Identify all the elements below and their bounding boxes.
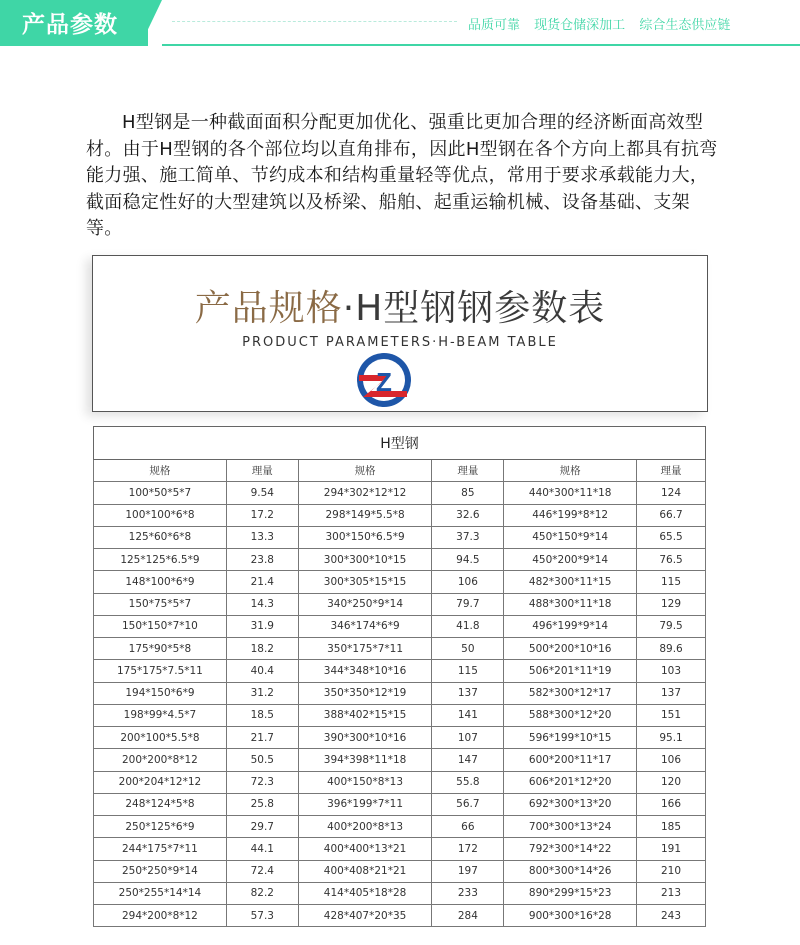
- weight-cell: 72.3: [226, 771, 298, 793]
- slogan-warehouse: 现货仓储深加工: [534, 18, 626, 33]
- spec-cell: 250*250*9*14: [94, 860, 227, 882]
- spec-cell: 294*200*8*12: [94, 905, 227, 927]
- spec-cell: 596*199*10*15: [504, 727, 637, 749]
- weight-cell: 32.6: [432, 504, 504, 526]
- weight-cell: 50: [432, 638, 504, 660]
- table-title: H型钢: [94, 427, 706, 460]
- spec-cell: 200*100*5.5*8: [94, 727, 227, 749]
- banner-title: [93, 280, 707, 331]
- section-tag-label: 产品参数: [22, 12, 118, 38]
- weight-cell: 107: [432, 727, 504, 749]
- weight-cell: 79.5: [637, 615, 706, 637]
- weight-cell: 191: [637, 838, 706, 860]
- spec-cell: 582*300*12*17: [504, 682, 637, 704]
- weight-cell: 56.7: [432, 793, 504, 815]
- weight-cell: 129: [637, 593, 706, 615]
- spec-cell: 150*150*7*10: [94, 615, 227, 637]
- weight-cell: 185: [637, 816, 706, 838]
- spec-cell: 692*300*13*20: [504, 793, 637, 815]
- header-weight-2: 理量: [432, 460, 504, 482]
- weight-cell: 120: [637, 771, 706, 793]
- header-spec-1: 规格: [94, 460, 227, 482]
- spec-cell: 496*199*9*14: [504, 615, 637, 637]
- weight-cell: 50.5: [226, 749, 298, 771]
- hbeam-spec-table: [93, 426, 706, 927]
- header-spec-3: 规格: [504, 460, 637, 482]
- spec-cell: 150*75*5*7: [94, 593, 227, 615]
- weight-cell: 147: [432, 749, 504, 771]
- weight-cell: 141: [432, 704, 504, 726]
- weight-cell: 94.5: [432, 549, 504, 571]
- slogan-supply-chain: 综合生态供应链: [639, 18, 731, 33]
- weight-cell: 66: [432, 816, 504, 838]
- spec-cell: 350*350*12*19: [298, 682, 432, 704]
- table-row: [94, 816, 706, 838]
- weight-cell: 197: [432, 860, 504, 882]
- table-row: [94, 860, 706, 882]
- table-row: [94, 704, 706, 726]
- spec-cell: 298*149*5.5*8: [298, 504, 432, 526]
- spec-cell: 346*174*6*9: [298, 615, 432, 637]
- header-weight-3: 理量: [637, 460, 706, 482]
- weight-cell: 151: [637, 704, 706, 726]
- spec-cell: 890*299*15*23: [504, 882, 637, 904]
- spec-cell: 450*200*9*14: [504, 549, 637, 571]
- banner-title-part2: ·H型钢钢参数表: [342, 288, 606, 329]
- spec-cell: 200*200*8*12: [94, 749, 227, 771]
- weight-cell: 21.7: [226, 727, 298, 749]
- table-row: [94, 526, 706, 548]
- spec-cell: 300*305*15*15: [298, 571, 432, 593]
- spec-cell: 248*124*5*8: [94, 793, 227, 815]
- spec-cell: 100*50*5*7: [94, 482, 227, 504]
- weight-cell: 44.1: [226, 838, 298, 860]
- spec-cell: 414*405*18*28: [298, 882, 432, 904]
- table-row: [94, 593, 706, 615]
- header-spec-2: 规格: [298, 460, 432, 482]
- spec-cell: 250*255*14*14: [94, 882, 227, 904]
- weight-cell: 284: [432, 905, 504, 927]
- table-row: [94, 749, 706, 771]
- weight-cell: 106: [432, 571, 504, 593]
- weight-cell: 115: [637, 571, 706, 593]
- table-row: [94, 905, 706, 927]
- weight-cell: 115: [432, 660, 504, 682]
- weight-cell: 233: [432, 882, 504, 904]
- spec-cell: 900*300*16*28: [504, 905, 637, 927]
- weight-cell: 18.2: [226, 638, 298, 660]
- spec-cell: 388*402*15*15: [298, 704, 432, 726]
- weight-cell: 55.8: [432, 771, 504, 793]
- weight-cell: 137: [432, 682, 504, 704]
- spec-cell: 200*204*12*12: [94, 771, 227, 793]
- spec-cell: 350*175*7*11: [298, 638, 432, 660]
- banner-subtitle: PRODUCT PARAMETERS·H-BEAM TABLE: [242, 335, 558, 350]
- table-row: [94, 549, 706, 571]
- spec-cell: 300*150*6.5*9: [298, 526, 432, 548]
- spec-cell: 506*201*11*19: [504, 660, 637, 682]
- intro-paragraph: H型钢是一种截面面积分配更加优化、强重比更加合理的经济断面高效型材。由于H型钢的各个部位均以直角排布，因此H型钢在各个方向上都具有抗弯能力强、施工简单、节约成本和结构重量轻等优点，常用于要求承载能力大，截面稳定性好的大型建筑以及桥梁、船舶、起重运输机械、设备基础、支架等。: [86, 112, 718, 239]
- spec-cell: 250*125*6*9: [94, 816, 227, 838]
- spec-banner: [92, 255, 708, 412]
- spec-cell: 148*100*6*9: [94, 571, 227, 593]
- banner-title-part1: 产品规格: [194, 288, 343, 329]
- weight-cell: 213: [637, 882, 706, 904]
- spec-cell: 198*99*4.5*7: [94, 704, 227, 726]
- spec-cell: 175*175*7.5*11: [94, 660, 227, 682]
- spec-cell: 500*200*10*16: [504, 638, 637, 660]
- spec-cell: 294*302*12*12: [298, 482, 432, 504]
- table-row: [94, 615, 706, 637]
- table-row: [94, 660, 706, 682]
- slogan-quality: 品质可靠: [468, 18, 521, 33]
- table-row: [94, 882, 706, 904]
- header-weight-1: 理量: [226, 460, 298, 482]
- weight-cell: 21.4: [226, 571, 298, 593]
- spec-cell: 344*348*10*16: [298, 660, 432, 682]
- weight-cell: 40.4: [226, 660, 298, 682]
- spec-cell: 428*407*20*35: [298, 905, 432, 927]
- weight-cell: 243: [637, 905, 706, 927]
- weight-cell: 124: [637, 482, 706, 504]
- logo-letter: Z: [376, 367, 392, 397]
- weight-cell: 85: [432, 482, 504, 504]
- spec-cell: 488*300*11*18: [504, 593, 637, 615]
- table-row: [94, 638, 706, 660]
- table-row: [94, 682, 706, 704]
- table-body: [94, 482, 706, 927]
- weight-cell: 25.8: [226, 793, 298, 815]
- weight-cell: 103: [637, 660, 706, 682]
- table-row: [94, 482, 706, 504]
- spec-cell: 194*150*6*9: [94, 682, 227, 704]
- weight-cell: 23.8: [226, 549, 298, 571]
- table-header-row: [94, 460, 706, 482]
- spec-cell: 606*201*12*20: [504, 771, 637, 793]
- table-row: [94, 504, 706, 526]
- spec-cell: 482*300*11*15: [504, 571, 637, 593]
- spec-cell: 100*100*6*8: [94, 504, 227, 526]
- spec-cell: 340*250*9*14: [298, 593, 432, 615]
- section-header: [0, 0, 800, 46]
- weight-cell: 31.2: [226, 682, 298, 704]
- spec-cell: 792*300*14*22: [504, 838, 637, 860]
- weight-cell: 65.5: [637, 526, 706, 548]
- weight-cell: 72.4: [226, 860, 298, 882]
- hbeam-table-wrap: [93, 426, 706, 927]
- weight-cell: 31.9: [226, 615, 298, 637]
- spec-cell: 390*300*10*16: [298, 727, 432, 749]
- spec-cell: 440*300*11*18: [504, 482, 637, 504]
- weight-cell: 95.1: [637, 727, 706, 749]
- weight-cell: 13.3: [226, 526, 298, 548]
- spec-cell: 125*60*6*8: [94, 526, 227, 548]
- weight-cell: 82.2: [226, 882, 298, 904]
- table-row: [94, 727, 706, 749]
- spec-cell: 125*125*6.5*9: [94, 549, 227, 571]
- weight-cell: 172: [432, 838, 504, 860]
- section-tag-slant: [140, 0, 162, 46]
- weight-cell: 89.6: [637, 638, 706, 660]
- spec-cell: 394*398*11*18: [298, 749, 432, 771]
- table-row: [94, 793, 706, 815]
- spec-cell: 300*300*10*15: [298, 549, 432, 571]
- table-row: [94, 771, 706, 793]
- header-underline: [162, 44, 800, 46]
- spec-cell: 450*150*9*14: [504, 526, 637, 548]
- spec-cell: 400*408*21*21: [298, 860, 432, 882]
- table-row: [94, 838, 706, 860]
- weight-cell: 106: [637, 749, 706, 771]
- header-slogans: [468, 14, 740, 33]
- weight-cell: 137: [637, 682, 706, 704]
- spec-cell: 244*175*7*11: [94, 838, 227, 860]
- weight-cell: 166: [637, 793, 706, 815]
- spec-cell: 396*199*7*11: [298, 793, 432, 815]
- spec-cell: 175*90*5*8: [94, 638, 227, 660]
- header-dashed-line: [172, 21, 457, 22]
- weight-cell: 29.7: [226, 816, 298, 838]
- weight-cell: 57.3: [226, 905, 298, 927]
- weight-cell: 76.5: [637, 549, 706, 571]
- weight-cell: 14.3: [226, 593, 298, 615]
- spec-cell: 600*200*11*17: [504, 749, 637, 771]
- spec-cell: 800*300*14*26: [504, 860, 637, 882]
- weight-cell: 37.3: [432, 526, 504, 548]
- weight-cell: 210: [637, 860, 706, 882]
- spec-cell: 400*400*13*21: [298, 838, 432, 860]
- company-logo-icon: [355, 351, 413, 409]
- spec-cell: 700*300*13*24: [504, 816, 637, 838]
- weight-cell: 66.7: [637, 504, 706, 526]
- table-row: [94, 571, 706, 593]
- spec-cell: 400*200*8*13: [298, 816, 432, 838]
- weight-cell: 18.5: [226, 704, 298, 726]
- weight-cell: 79.7: [432, 593, 504, 615]
- weight-cell: 9.54: [226, 482, 298, 504]
- weight-cell: 41.8: [432, 615, 504, 637]
- weight-cell: 17.2: [226, 504, 298, 526]
- spec-cell: 446*199*8*12: [504, 504, 637, 526]
- spec-cell: 400*150*8*13: [298, 771, 432, 793]
- spec-cell: 588*300*12*20: [504, 704, 637, 726]
